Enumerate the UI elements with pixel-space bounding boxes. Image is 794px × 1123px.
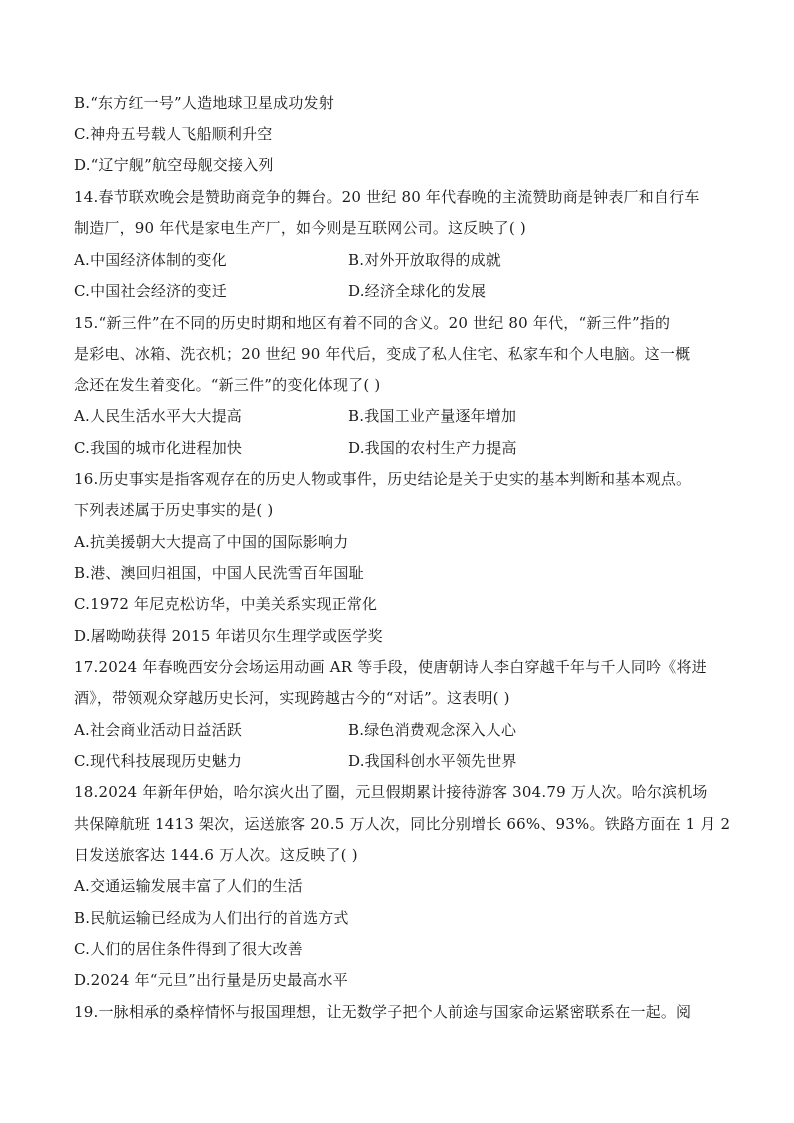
q14-option-b: B.对外开放取得的成就 xyxy=(348,251,501,269)
q17-stem-line-1: 17.2024 年春晚西安分会场运用动画 AR 等手段，使唐朝诗人李白穿越千年与千人同吟《将进 xyxy=(74,658,707,676)
q18-option-d: D.2024 年“元旦”出行量是历史最高水平 xyxy=(74,971,348,989)
q15-option-a: A.人民生活水平大大提高 xyxy=(74,407,243,425)
q17-option-c: C.现代科技展现历史魅力 xyxy=(74,752,243,770)
q15-options-row-1 xyxy=(74,406,724,426)
q17-options-row-2 xyxy=(74,751,724,771)
q15-stem-line-2: 是彩电、冰箱、洗衣机；20 世纪 90 年代后，变成了私人住宅、私家车和个人电脑。这一概 xyxy=(74,345,691,363)
q14-option-d: D.经济全球化的发展 xyxy=(348,282,487,300)
q19-stem-line-1: 19.一脉相承的桑梓情怀与报国理想，让无数学子把个人前途与国家命运紧密联系在一起。阅 xyxy=(74,1003,692,1021)
q18-option-b: B.民航运输已经成为人们出行的首选方式 xyxy=(74,909,349,927)
q15-option-b: B.我国工业产量逐年增加 xyxy=(348,407,517,425)
q16-option-d: D.屠呦呦获得 2015 年诺贝尔生理学或医学奖 xyxy=(74,627,383,645)
q15-option-d: D.我国的农村生产力提高 xyxy=(348,439,517,457)
q16-stem-line-1: 16.历史事实是指客观存在的历史人物或事件，历史结论是关于史实的基本判断和基本观点。 xyxy=(74,470,692,488)
q13-option-b: B.“东方红一号”人造地球卫星成功发射 xyxy=(74,94,334,112)
q17-stem-line-2: 酒》，带领观众穿越历史长河，实现跨越古今的“对话”。这表明( ) xyxy=(74,689,510,707)
q17-option-a: A.社会商业活动日益活跃 xyxy=(74,721,243,739)
q13-option-c: C.神舟五号载人飞船顺利升空 xyxy=(74,125,273,143)
q14-options-row-1 xyxy=(74,250,724,270)
q16-stem-line-2: 下列表述属于历史事实的是( ) xyxy=(74,501,274,519)
q14-option-c: C.中国社会经济的变迁 xyxy=(74,282,227,300)
q18-option-c: C.人们的居住条件得到了很大改善 xyxy=(74,940,303,958)
q17-option-b: B.绿色消费观念深入人心 xyxy=(348,721,517,739)
q14-stem-line-1: 14.春节联欢晚会是赞助商竞争的舞台。20 世纪 80 年代春晚的主流赞助商是钟表厂和自行车 xyxy=(74,188,700,206)
q16-option-b: B.港、澳回归祖国，中国人民洗雪百年国耻 xyxy=(74,564,364,582)
q13-option-d: D.“辽宁舰”航空母舰交接入列 xyxy=(74,156,274,174)
q15-option-c: C.我国的城市化进程加快 xyxy=(74,439,243,457)
q18-stem-line-3: 日发送旅客达 144.6 万人次。这反映了( ) xyxy=(74,846,358,864)
q16-option-c: C.1972 年尼克松访华，中美关系实现正常化 xyxy=(74,595,378,613)
q15-stem-line-3: 念还在发生着变化。“新三件”的变化体现了( ) xyxy=(74,376,381,394)
q17-option-d: D.我国科创水平领先世界 xyxy=(348,752,517,770)
q16-option-a: A.抗美援朝大大提高了中国的国际影响力 xyxy=(74,533,349,551)
q15-options-row-2 xyxy=(74,438,724,458)
q14-stem-line-2: 制造厂，90 年代是家电生产厂，如今则是互联网公司。这反映了( ) xyxy=(74,219,526,237)
q18-option-a: A.交通运输发展丰富了人们的生活 xyxy=(74,877,303,895)
q17-options-row-1 xyxy=(74,720,724,740)
q14-option-a: A.中国经济体制的变化 xyxy=(74,251,227,269)
q14-options-row-2 xyxy=(74,281,724,301)
q18-stem-line-2: 共保障航班 1413 架次，运送旅客 20.5 万人次，同比分别增长 66%、93%。铁路方面在 1 月 2 xyxy=(74,815,731,833)
q15-stem-line-1: 15.“新三件”在不同的历史时期和地区有着不同的含义。20 世纪 80 年代，“新三件”指的 xyxy=(74,314,671,332)
q18-stem-line-1: 18.2024 年新年伊始，哈尔滨火出了圈，元旦假期累计接待游客 304.79 万人次。哈尔滨机场 xyxy=(74,783,708,801)
